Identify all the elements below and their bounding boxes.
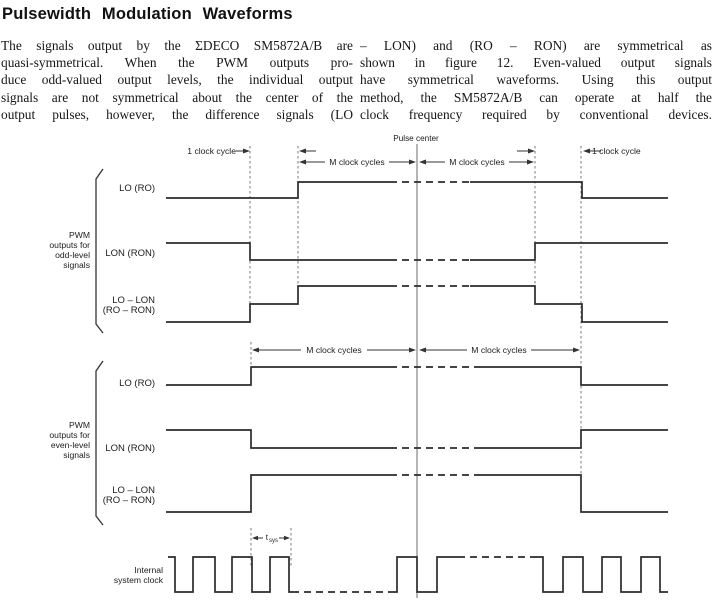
- paragraph-right-column: [360, 37, 712, 123]
- one-clock-cycle-label-right: 1 clock cycle: [592, 146, 641, 156]
- timing-diagram-figure: [0, 130, 713, 600]
- odd-diff-waveform: [166, 286, 390, 322]
- arrowhead-left-icon: [252, 536, 258, 540]
- even-diff-label-line1: LO – LON: [112, 485, 155, 496]
- arrowhead-right-icon: [527, 160, 534, 165]
- arrowhead-left-icon: [252, 348, 259, 353]
- odd-diff-label-line2: (RO – RON): [102, 305, 155, 316]
- arrowhead-right-icon: [243, 149, 250, 154]
- arrowhead-right-icon: [409, 160, 416, 165]
- clock-left-section: [168, 557, 292, 592]
- clock-waveform: [168, 557, 668, 592]
- odd-lo-label: LO (RO): [119, 183, 155, 194]
- group-label-line: odd-level: [55, 250, 90, 260]
- even-lo-waveform: [480, 367, 668, 385]
- group-label-line: even-level: [50, 440, 90, 450]
- paragraph-left-column: [1, 37, 353, 123]
- odd-lon-waveform: [470, 243, 668, 260]
- even-lon-label: LON (RON): [105, 443, 155, 454]
- even-diff-label-line2: (RO – RON): [102, 495, 155, 506]
- body-text-line: method, the SM5872A/B can operate at half the: [360, 89, 712, 105]
- body-text-line: shown in figure 12. Even-valued output signals: [360, 55, 712, 71]
- body-text-line: The signals output by the ΣDECO SM5872A/B are: [1, 38, 353, 53]
- arrowhead-right-icon: [409, 348, 416, 353]
- clock-label-line2: system clock: [113, 575, 163, 585]
- pulse-center-label: Pulse center: [393, 134, 439, 143]
- clock-right-section: [532, 557, 668, 592]
- arrowhead-right-icon: [573, 348, 580, 353]
- arrowhead-right-icon: [528, 149, 535, 154]
- arrowhead-left-icon: [419, 160, 426, 165]
- group-label-line: PWM: [68, 420, 90, 430]
- body-text-line: quasi-symmetrical. When the PWM outputs pro-: [1, 55, 353, 71]
- even-lo-label: LO (RO): [119, 378, 155, 389]
- tsys-label-subscript: sys: [269, 538, 278, 544]
- odd-lon-label: LON (RON): [105, 248, 155, 259]
- arrowhead-right-icon: [284, 536, 290, 540]
- m-clock-cycles-label-even-right: M clock cycles: [471, 345, 527, 355]
- body-text-line: output pulses, however, the difference signals (LO: [1, 106, 353, 122]
- clock-center-section: [395, 557, 458, 592]
- arrowhead-left-icon: [419, 348, 426, 353]
- odd-lon-waveform: [166, 243, 390, 260]
- clock-label-line1: Internal: [134, 565, 163, 575]
- even-diff-waveform: [166, 475, 390, 512]
- group-label-line: signals: [63, 260, 90, 270]
- even-lon-waveform: [166, 430, 390, 448]
- group-label-line: signals: [63, 450, 90, 460]
- body-text-line: clock frequency required by conventional devices.: [360, 106, 712, 122]
- arrowhead-left-icon: [583, 149, 590, 154]
- even-diff-waveform: [480, 475, 668, 512]
- body-text-line: signals are not symmetrical about the center of the: [1, 89, 353, 105]
- odd-diff-label-line1: LO – LON: [112, 295, 155, 306]
- group-label-line: PWM: [68, 230, 90, 240]
- dimension-one-clock-odd: [236, 149, 601, 154]
- one-clock-cycle-label-left: 1 clock cycle: [187, 146, 236, 156]
- arrowhead-left-icon: [299, 160, 306, 165]
- even-lon-waveform: [480, 430, 668, 448]
- m-clock-cycles-label-odd-left: M clock cycles: [329, 157, 385, 167]
- group-label-line: outputs for: [49, 430, 90, 440]
- even-lo-waveform: [166, 367, 390, 385]
- odd-lo-waveform: [166, 182, 390, 198]
- group-label-line: outputs for: [49, 240, 90, 250]
- dimension-m-clock-even: [252, 348, 580, 353]
- page-title: Pulsewidth Modulation Waveforms: [2, 5, 293, 23]
- odd-group-label: [49, 230, 90, 270]
- even-group-label: [49, 420, 90, 460]
- reference-lines: [250, 146, 581, 566]
- tsys-label: t: [265, 533, 268, 542]
- m-clock-cycles-label-even-left: M clock cycles: [306, 345, 362, 355]
- odd-lo-waveform: [470, 182, 668, 198]
- body-text-line: – LON) and (RO – RON) are symmetrical as: [360, 38, 712, 53]
- arrowhead-left-icon: [299, 149, 306, 154]
- m-clock-cycles-label-odd-right: M clock cycles: [449, 157, 505, 167]
- body-text-line: have symmetrical waveforms. Using this output: [360, 72, 712, 88]
- odd-diff-waveform: [470, 286, 668, 322]
- body-text-line: duce odd-valued output levels, the individual output: [1, 72, 353, 88]
